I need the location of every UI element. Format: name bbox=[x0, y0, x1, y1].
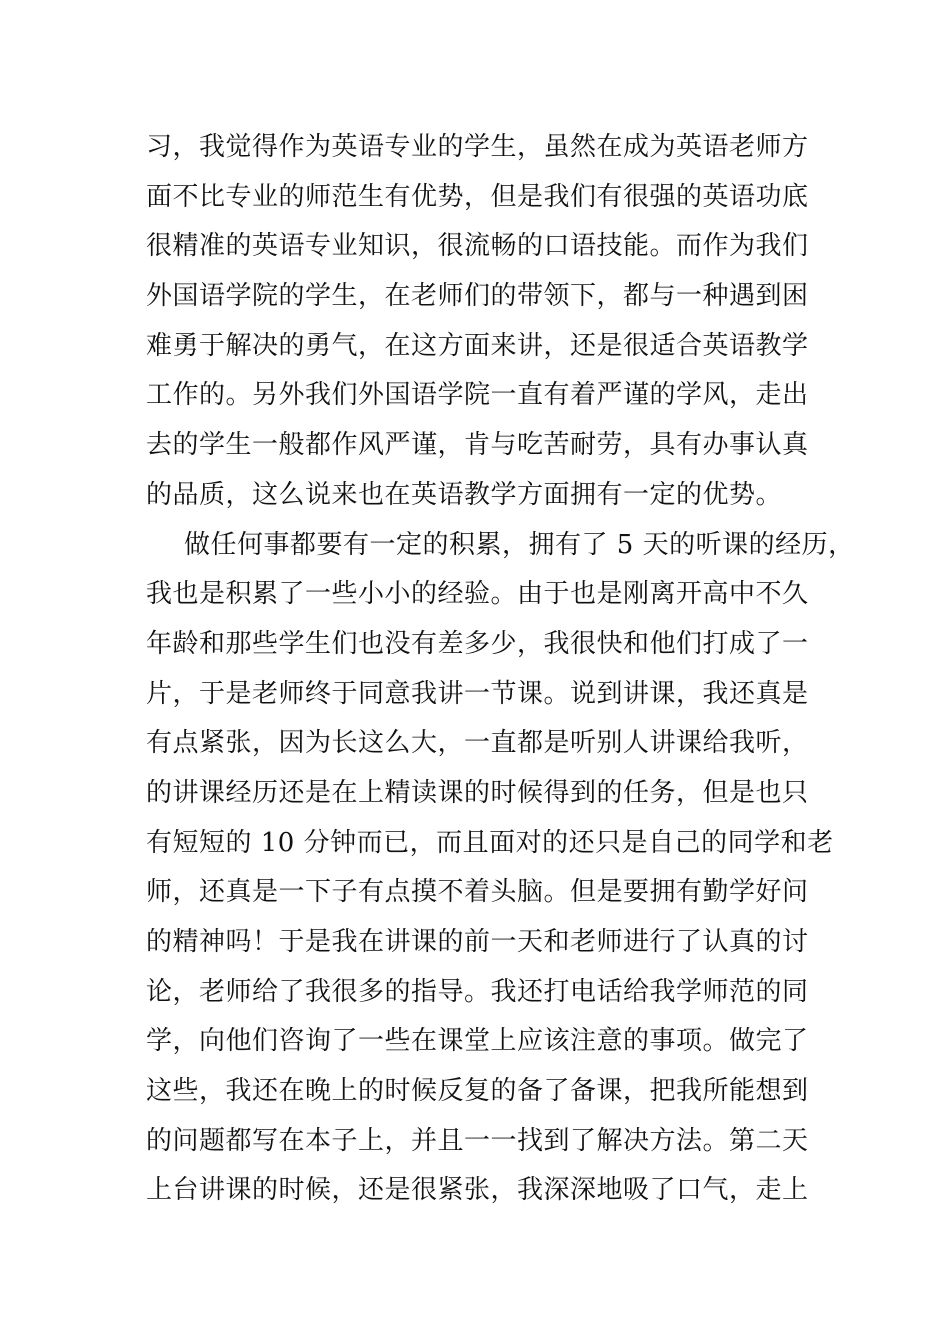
text-line: 年龄和那些学生们也没有差多少，我很快和他们打成了一 bbox=[146, 628, 809, 659]
text-line: 上台讲课的时候，还是很紧张，我深深地吸了口气，走上 bbox=[146, 1175, 809, 1206]
text-line: 难勇于解决的勇气，在这方面来讲，还是很适合英语教学 bbox=[146, 330, 809, 361]
text-line: 有短短的 10 分钟而已，而且面对的还只是自己的同学和老 bbox=[146, 827, 834, 858]
text-line: 我也是积累了一些小小的经验。由于也是刚离开高中不久 bbox=[146, 579, 809, 610]
body-text bbox=[146, 123, 855, 1216]
text-line: 论，老师给了我很多的指导。我还打电话给我学师范的同 bbox=[146, 976, 809, 1007]
text-line: 这些，我还在晚上的时候反复的备了备课，把我所能想到 bbox=[146, 1076, 809, 1107]
text-line: 的问题都写在本子上，并且一一找到了解决方法。第二天 bbox=[146, 1125, 809, 1156]
text-line: 面不比专业的师范生有优势，但是我们有很强的英语功底 bbox=[146, 181, 809, 212]
text-line: 去的学生一般都作风严谨，肯与吃苦耐劳，具有办事认真 bbox=[146, 430, 809, 461]
text-line: 有点紧张，因为长这么大，一直都是听别人讲课给我听， bbox=[146, 728, 809, 759]
text-line: 的品质，这么说来也在英语教学方面拥有一定的优势。 bbox=[146, 479, 783, 510]
text-line: 习，我觉得作为英语专业的学生，虽然在成为英语老师方 bbox=[146, 132, 809, 162]
text-line: 片，于是老师终于同意我讲一节课。说到讲课，我还真是 bbox=[146, 678, 809, 709]
text-line: 的精神吗！于是我在讲课的前一天和老师进行了认真的讨 bbox=[146, 927, 809, 957]
text-line: 师，还真是一下子有点摸不着头脑。但是要拥有勤学好问 bbox=[146, 877, 809, 908]
text-line: 的讲课经历还是在上精读课的时候得到的任务，但是也只 bbox=[146, 777, 809, 808]
text-line: 外国语学院的学生，在老师们的带领下，都与一种遇到困 bbox=[146, 281, 809, 312]
text-line: 工作的。另外我们外国语学院一直有着严谨的学风，走出 bbox=[146, 380, 809, 411]
text-line: 学，向他们咨询了一些在课堂上应该注意的事项。做完了 bbox=[146, 1026, 809, 1057]
text-line: 很精准的英语专业知识，很流畅的口语技能。而作为我们 bbox=[146, 231, 809, 262]
paragraph-first-line: 做任何事都要有一定的积累，拥有了 5 天的听课的经历， bbox=[184, 529, 855, 560]
